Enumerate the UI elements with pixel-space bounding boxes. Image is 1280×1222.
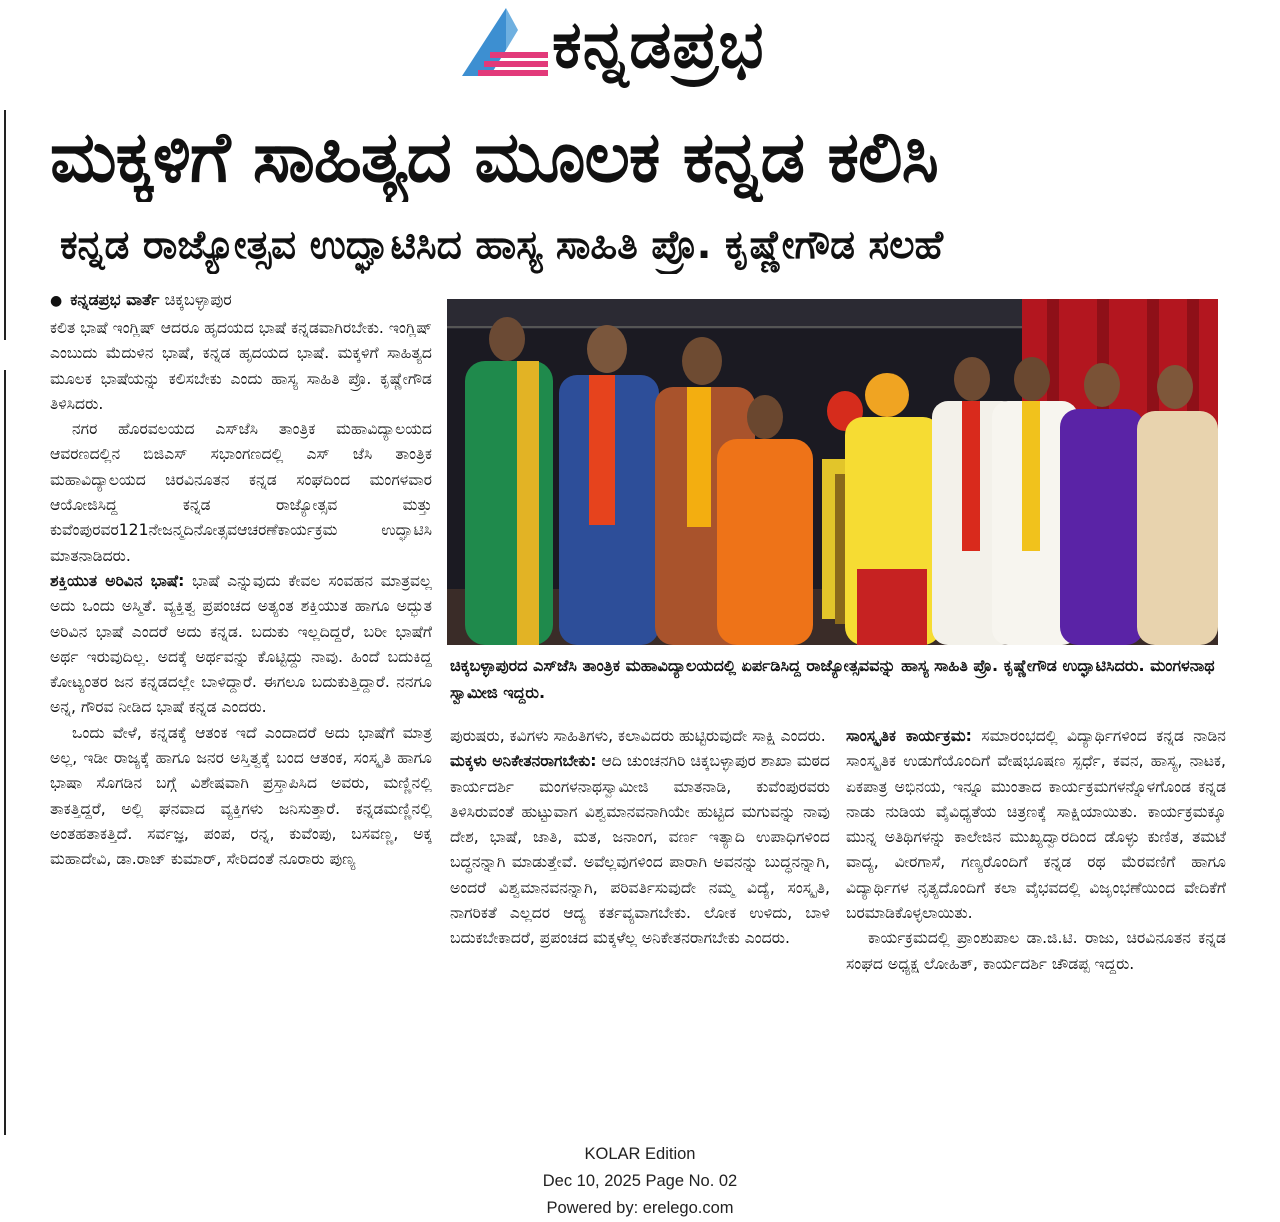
byline-place: ಚಿಕ್ಕಬಳ್ಳಾಪುರ — [164, 290, 232, 309]
section-paragraph — [50, 569, 432, 721]
event-photo — [447, 299, 1218, 645]
section-paragraph — [846, 724, 1226, 926]
section-heading: ಸಾಂಸ್ಕೃತಿಕ ಕಾರ್ಯಕ್ರಮ: — [846, 727, 972, 745]
section-paragraph — [450, 749, 830, 951]
crop-mark-left-bottom — [4, 370, 6, 1135]
date-page-label: Dec 10, 2025 Page No. 02 — [542, 1172, 738, 1190]
section-heading: ಮಕ್ಕಳು ಅನಿಕೇತನರಾಗಬೇಕು: — [450, 752, 597, 771]
paragraph: ಕಾರ್ಯಕ್ರಮದಲ್ಲಿ ಪ್ರಾಂಶುಪಾಲ ಡಾ.ಜಿ.ಟಿ. ರಾಜು, ಚಿರವಿನೂತನ ಕನ್ನಡ ಸಂಘದ ಅಧ್ಯಕ್ಷ ಲೋಹಿತ್, ಕಾರ್ಯದರ್ಶಿ ಚೌಡಪ್ಪ ಇದ್ದರು. — [846, 929, 1226, 973]
section-text: ಭಾಷೆ ಎನ್ನುವುದು ಕೇವಲ ಸಂವಹನ ಮಾತ್ರವಲ್ಲ ಅದು ಒಂದು ಅಸ್ಮಿತೆ. ವ್ಯಕ್ತಿತ್ವ ಪ್ರಪಂಚದ ಅತ್ಯಂತ ಶಕ್ತಿಯುತ ಹಾಗೂ ಅದ್ಭುತ ಅರಿವಿನ ಭಾಷೆ ಎಂದರೆ ಅದು ಕನ್ನಡ. ಬದುಕು ಇಲ್ಲದಿದ್ದರೆ, ಬರೀ ಭಾಷೆಗೆ ಅರ್ಥ ಇರುವುದಿಲ್ಲ. ಅದಕ್ಕೆ ಅರ್ಥವನ್ನು ಕೊಟ್ಟಿದ್ದು ನಾವು. ಹಿಂದೆ ಬದುಕಿದ್ದ ಕೋಟ್ಯಂತರ ಜನ ಕನ್ನಡದಲ್ಲೇ ಬಾಳಿದ್ದಾರೆ. ಈಗಲೂ ಬದುಕುತ್ತಿದ್ದಾರೆ. ನನಗೂ ಅನ್ನ, ಗೌರವ ನೀಡಿದ ಭಾಷೆ ಕನ್ನಡ ಎಂದರು. — [50, 571, 432, 717]
section-text: ಆದಿ ಚುಂಚನಗಿರಿ ಚಿಕ್ಕಬಳ್ಳಾಪುರ ಶಾಖಾ ಮಠದ ಕಾರ್ಯದರ್ಶಿ ಮಂಗಳನಾಥಸ್ವಾಮೀಜಿ ಮಾತನಾಡಿ, ಕುವೆಂಪುರವರು ತಿಳಿಸಿರುವಂತೆ ಹುಟ್ಟುವಾಗ ವಿಶ್ವಮಾನವನಾಗಿಯೇ ಹುಟ್ಟಿದ ಮಗುವನ್ನು ನಾವು ದೇಶ, ಭಾಷೆ, ಜಾತಿ, ಮತ, ಜನಾಂಗ, ವರ್ಣ ಇತ್ಯಾದಿ ಉಪಾಧಿಗಳಿಂದ ಬದ್ಧನನ್ನಾಗಿ ಮಾಡುತ್ತೇವೆ. ಅವೆಲ್ಲವುಗಳಿಂದ ಪಾರಾಗಿ ಅವನನ್ನು ಬುದ್ಧನನ್ನಾಗಿ, ಅಂದರೆ ವಿಶ್ವಮಾನವನನ್ನಾಗಿ, ಪರಿವರ್ತಿಸುವುದೇ ನಮ್ಮ ವಿದ್ಯೆ, ಸಂಸ್ಕೃತಿ, ನಾಗರಿಕತೆ ಎಲ್ಲದರ ಆದ್ಯ ಕರ್ತವ್ಯವಾಗಬೇಕು. ಲೋಕ ಉಳಿದು, ಬಾಳಿ ಬದುಕಬೇಕಾದರೆ, ಪ್ರಪಂಚದ ಮಕ್ಕಳೆಲ್ಲ ಅನಿಕೇತನರಾಗಬೇಕು ಎಂದರು. — [450, 752, 830, 948]
photo-caption: ಚಿಕ್ಕಬಳ್ಳಾಪುರದ ಎಸ್‌ಜೆಸಿ ತಾಂತ್ರಿಕ ಮಹಾವಿದ್ಯಾಲಯದಲ್ಲಿ ಏರ್ಪಡಿಸಿದ್ದ ರಾಜ್ಯೋತ್ಸವವನ್ನು ಹಾಸ್ಯ ಸಾಹಿತಿ ಪ್ರೊ. ಕೃಷ್ಣೇಗೌಡ ಉದ್ಘಾಟಿಸಿದರು. ಮಂಗಳನಾಥ ಸ್ವಾಮೀಜಿ ಇದ್ದರು. — [450, 656, 1215, 702]
article-column-2 — [450, 724, 830, 952]
paragraph: ಪುರುಷರು, ಕವಿಗಳು ಸಾಹಿತಿಗಳು, ಕಲಾವಿದರು ಹುಟ್ಟಿರುವುದೇ ಸಾಕ್ಷಿ ಎಂದರು. — [450, 727, 826, 745]
edition-label: KOLAR Edition — [584, 1145, 696, 1163]
powered-by-label: Powered by: erelego.com — [546, 1199, 734, 1217]
byline-source: ಕನ್ನಡಪ್ರಭ ವಾರ್ತೆ — [70, 290, 160, 309]
page-footer — [440, 1141, 840, 1222]
paragraph: ಒಂದು ವೇಳೆ, ಕನ್ನಡಕ್ಕೆ ಆತಂಕ ಇದೆ ಎಂದಾದರೆ ಅದು ಭಾಷೆಗೆ ಮಾತ್ರ ಅಲ್ಲ, ಇಡೀ ರಾಜ್ಯಕ್ಕೆ ಹಾಗೂ ಜನರ ಅಸ್ತಿತ್ವಕ್ಕೆ ಬಂದ ಆತಂಕ, ಸಂಸ್ಕೃತಿ ಹಾಗೂ ಭಾಷಾ ಸೊಗಡಿನ ಬಗ್ಗೆ ವಿಶೇಷವಾಗಿ ಪ್ರಸ್ತಾಪಿಸಿದ ಅವರು, ಮಣ್ಣಿನಲ್ಲಿ ತಾಕತ್ತಿದ್ದರೆ, ಅಲ್ಲಿ ಘನವಾದ ವ್ಯಕ್ತಿಗಳು ಜನಿಸುತ್ತಾರೆ. ಕನ್ನಡಮಣ್ಣಿನಲ್ಲಿ ಅಂತಹತಾಕತ್ತಿದೆ. ಸರ್ವಜ್ಞ, ಪಂಪ, ರನ್ನ, ಕುವೆಂಪು, ಬಸವಣ್ಣ, ಅಕ್ಕ ಮಹಾದೇವಿ, ಡಾ.ರಾಜ್ ಕುಮಾರ್, ಸೇರಿದಂತೆ ನೂರಾರು ಪುಣ್ಯ — [50, 723, 432, 869]
article-column-1 — [50, 316, 432, 873]
triangle-stripes-logo-icon — [460, 6, 550, 78]
paragraph: ನಗರ ಹೊರವಲಯದ ಎಸ್‌ಜೆಸಿ ತಾಂತ್ರಿಕ ಮಹಾವಿದ್ಯಾಲಯದ ಆವರಣದಲ್ಲಿನ ಬಿಜಿಎಸ್ ಸಭಾಂಗಣದಲ್ಲಿ ಎಸ್ ಜೆಸಿ ತಾಂತ್ರಿಕ ಮಹಾವಿದ್ಯಾಲಯದ ಚಿರವಿನೂತನ ಕನ್ನಡ ಸಂಘದಿಂದ ಮಂಗಳವಾರ ಆಯೋಜಿಸಿದ್ದ ಕನ್ನಡ ರಾಜ್ಯೋತ್ಸವ ಮತ್ತು ಕುವೆಂಪುರವರ121ನೇಜನ್ಮದಿನೋತ್ಸವಆಚರಣೆಕಾರ್ಯಕ್ರಮ ಉದ್ಘಾಟಿಸಿ ಮಾತನಾಡಿದರು. — [50, 420, 432, 565]
bullet-icon: ● — [50, 293, 63, 309]
headline: ಮಕ್ಕಳಿಗೆ ಸಾಹಿತ್ಯದ ಮೂಲಕ ಕನ್ನಡ ಕಲಿಸಿ — [50, 116, 938, 198]
article-column-3 — [846, 724, 1226, 977]
section-heading: ಶಕ್ತಿಯುತ ಅರಿವಿನ ಭಾಷೆ: — [50, 571, 185, 590]
brand-name: ಕನ್ನಡಪ್ರಭ — [552, 6, 765, 83]
subheadline: ಕನ್ನಡ ರಾಜ್ಯೋತ್ಸವ ಉದ್ಘಾಟಿಸಿದ ಹಾಸ್ಯ ಸಾಹಿತಿ ಪ್ರೊ. ಕೃಷ್ಣೇಗೌಡ ಸಲಹೆ — [60, 223, 944, 268]
paragraph: ಕಲಿತ ಭಾಷೆ ಇಂಗ್ಲಿಷ್ ಆದರೂ ಹೃದಯದ ಭಾಷೆ ಕನ್ನಡವಾಗಿರಬೇಕು. ಇಂಗ್ಲಿಷ್ ಎಂಬುದು ಮೆದುಳಿನ ಭಾಷೆ, ಕನ್ನಡ ಹೃದಯದ ಭಾಷೆ. ಮಕ್ಕಳಿಗೆ ಸಾಹಿತ್ಯದ ಮೂಲಕ ಭಾಷೆಯನ್ನು ಕಲಿಸಬೇಕು ಎಂದು ಹಾಸ್ಯ ಸಾಹಿತಿ ಪ್ರೊ. ಕೃಷ್ಣೇಗೌಡ ತಿಳಿಸಿದರು. — [50, 319, 432, 413]
byline — [50, 287, 440, 314]
crop-mark-left-top — [4, 110, 6, 340]
section-text: ಸಮಾರಂಭದಲ್ಲಿ ವಿದ್ಯಾರ್ಥಿಗಳಿಂದ ಕನ್ನಡ ನಾಡಿನ ಸಾಂಸ್ಕೃತಿಕ ಉಡುಗೆಯೊಂದಿಗೆ ವೇಷಭೂಷಣ ಸ್ಪರ್ಧೆ, ಕವನ, ಹಾಸ್ಯ, ನಾಟಕ, ಏಕಪಾತ್ರ ಅಭಿನಯ, ಇನ್ನೂ ಮುಂತಾದ ಕಾರ್ಯಕ್ರಮಗಳನ್ನೊಳಗೊಂಡ ಕನ್ನಡ ನಾಡು ನುಡಿಯ ವೈವಿಧ್ಯತೆಯ ಚಿತ್ರಣಕ್ಕೆ ಸಾಕ್ಷಿಯಾಯಿತು. ಕಾರ್ಯಕ್ರಮಕ್ಕೂ ಮುನ್ನ ಅತಿಥಿಗಳನ್ನು ಕಾಲೇಜಿನ ಮುಖ್ಯದ್ವಾರದಿಂದ ಡೊಳ್ಳು ಕುಣಿತ, ತಮಟೆ ವಾದ್ಯ, ವೀರಗಾಸೆ, ಗಣ್ಯರೊಂದಿಗೆ ಕನ್ನಡ ರಥ ಮೆರವಣಿಗೆ ಹಾಗೂ ವಿದ್ಯಾರ್ಥಿಗಳ ನೃತ್ಯದೊಂದಿಗೆ ಕಲಾ ವೈಭವದಲ್ಲಿ ವಿಜೃಂಭಣೆಯಿಂದ ವೇದಿಕೆಗೆ ಬರಮಾಡಿಕೊಳ್ಳಲಾಯಿತು. — [846, 727, 1226, 923]
